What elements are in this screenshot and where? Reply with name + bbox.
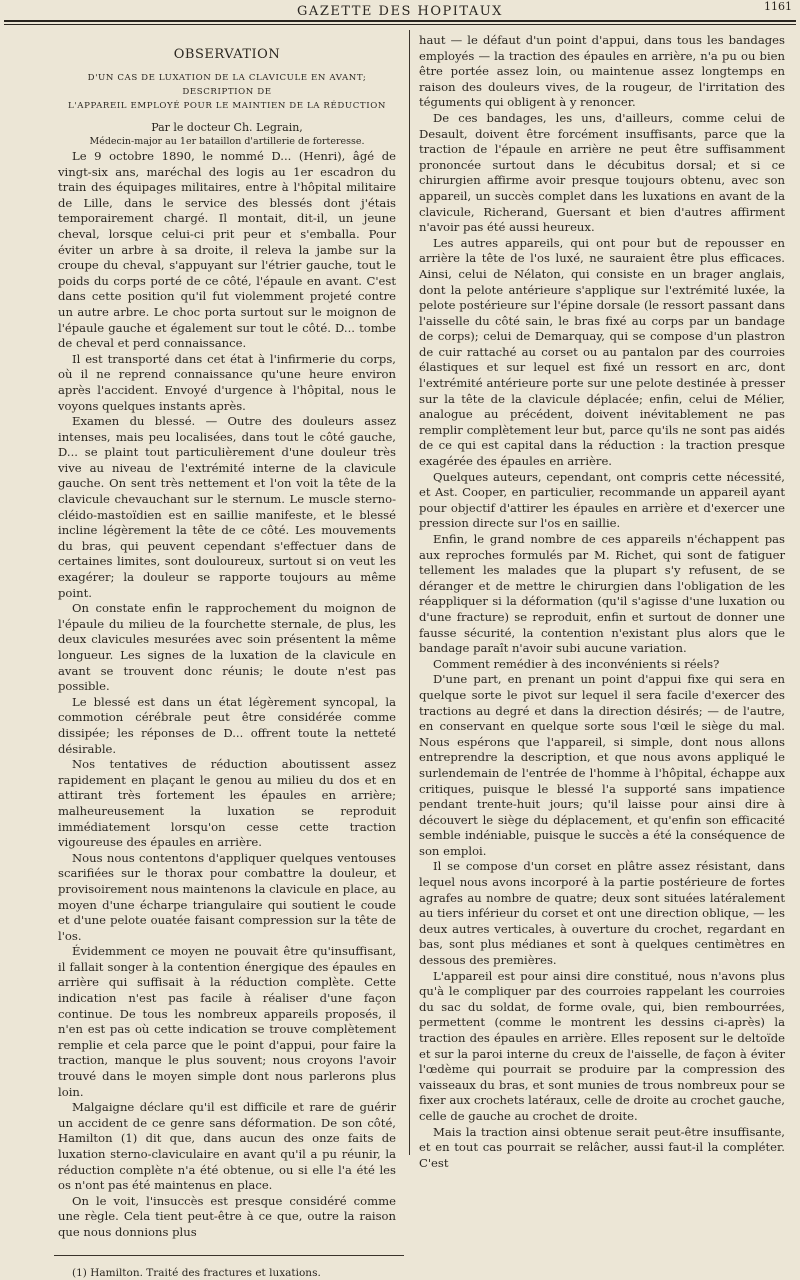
header-rule-thin xyxy=(4,24,796,25)
column-divider xyxy=(409,30,410,1155)
paragraph: Évidemment ce moyen ne pouvait être qu'insuffisant, il fallait songer à la contention énergique des épaules en arrière qui suffisait à la réduction complète. Cette indication n'est pas facile à réaliser d'une façon continue. De tous les nombreux appareils proposés, il n'en est pas où cette indication se trouve complètement remplie et cela parce que le point d'appui, pour faire la traction, manque le plus souvent; nous croyons l'avoir trouvé dans le moyen simple dont nous parlerons plus loin. xyxy=(58,944,396,1099)
subtitle-line: D'UN CAS DE LUXATION DE LA CLAVICULE EN AVANT; DESCRIPTION DE xyxy=(87,73,367,97)
paragraph: Le blessé est dans un état légèrement syncopal, la commotion cérébrale peut être considérée comme dissipée; les réponses de D... offrent toute la netteté désirable. xyxy=(58,694,396,756)
author-rank: Médecin-major au 1er bataillon d'artillerie de forteresse. xyxy=(89,136,365,147)
footnote-rule xyxy=(54,1255,404,1256)
paragraph: Mais la traction ainsi obtenue serait peut-être insuffisante, et en tout cas pourrait se relâcher, aussi faut-il la compléter. C'est xyxy=(419,1124,785,1170)
page-header xyxy=(0,0,800,18)
header-rule xyxy=(4,20,796,22)
paragraph: Malgaigne déclare qu'il est difficile et rare de guérir un accident de ce genre sans déformation. De son côté, Hamilton (1) dit que, dans aucun des onze faits de luxation sterno-claviculaire en avant qu'il a pu réunir, la réduction complète n'a été obtenue, ou si elle l'a été les os n'ont pas été maintenus en place. xyxy=(58,1100,396,1193)
left-column xyxy=(58,33,396,1280)
paragraph: Le 9 octobre 1890, le nommé D... (Henri), âgé de vingt-six ans, maréchal des logis au 1er escadron du train des équipages militaires, entre à l'hôpital militaire de Lille, dans le service des blessés dont j'étais temporairement chargé. Il montait, dit-il, un jeune cheval, lorsque celui-ci prit peur et s'emballa. Pour éviter un arbre à sa droite, il releva la jambe sur la croupe du cheval, s'appuyant sur l'étrier gauche, tout le poids du corps porté de ce côté, l'épaule en avant. C'est dans cette position qu'il fut violemment projeté contre un autre arbre. Le choc porta surtout sur le moignon de l'épaule gauche et également sur tout le côté. D... tombe de cheval et perd connaissance. xyxy=(58,149,396,351)
paragraph: Comment remédier à des inconvénients si réels? xyxy=(433,656,720,671)
author-line: Par le docteur Ch. Legrain, xyxy=(151,121,303,134)
paragraph: Enfin, le grand nombre de ces appareils n'échappent pas aux reproches formulés par M. Richet, qui sont de fatiguer tellement les malades que la plupart s'y refusent, de se déranger et de mettre le chirurgien dans l'obligation de les réappliquer si la déformation (qu'il s'agisse d'une luxation ou d'une fracture) se reproduit, enfin et surtout de donner une fausse sécurité, la contention n'existant plus alors que le bandage paraît n'avoir subi aucune variation. xyxy=(419,532,785,656)
paragraph: Nos tentatives de réduction aboutissent assez rapidement en plaçant le genou au milieu du dos et en attirant très fortement les épaules en arrière; malheureusement la luxation se reproduit immédiatement lorsqu'on cesse cette traction vigoureuse des épaules en arrière. xyxy=(58,757,396,850)
journal-title: GAZETTE DES HOPITAUX xyxy=(297,4,503,19)
paragraph: Examen du blessé. — Outre des douleurs assez intenses, mais peu localisées, dans tout le côté gauche, D... se plaint tout particulièrement d'une douleur très vive au niveau de l'extrémité interne de la clavicule gauche. On sent très nettement et l'on voit la tête de la clavicule chevauchant sur le sternum. Le muscle sterno-cléido-mastoïdien est en saillie manifeste, et le blessé incline légèrement la tête de ce côté. Les mouvements du bras, qui peuvent cependant s'effectuer dans de certaines limites, sont douloureux, surtout si on veut les exagérer; la douleur se rapporte toujours au même point. xyxy=(58,414,396,600)
paragraph: L'appareil est pour ainsi dire constitué, nous n'avons plus qu'à le compliquer par des courroies rappelant les courroies du sac du soldat, de forme ovale, qui, bien rembourrées, permettent (comme le montrent les dessins ci-après) la traction des épaules en arrière. Elles reposent sur le deltoïde et sur la paroi interne du creux de l'aisselle, de façon à éviter l'œdème qui pourrait se produire par la compression des vaisseaux du bras, et sont munies de trous nombreux pour se fixer aux crochets latéraux, celle de droite au crochet gauche, celle de gauche au crochet de droite. xyxy=(419,968,785,1123)
page-number: 1161 xyxy=(764,0,792,13)
right-column xyxy=(419,33,785,1171)
paragraph: Nous nous contentons d'appliquer quelques ventouses scarifiées sur le thorax pour combattre la douleur, et provisoirement nous maintenons la clavicule en place, au moyen d'une écharpe triangulaire qui soutient le coude et d'une pelote ouatée faisant compression sur la tête de l'os. xyxy=(58,850,396,943)
article-subtitle xyxy=(58,71,396,113)
subtitle-line: L'APPAREIL EMPLOYÉ POUR LE MAINTIEN DE LA RÉDUCTION xyxy=(68,101,386,111)
paragraph: De ces bandages, les uns, d'ailleurs, comme celui de Desault, doivent être forcément insuffisants, parce que la traction de l'épaule en arrière ne peut être suffisamment prononcée surtout dans le décubitus dorsal; et si ce chirurgien affirme avoir presque toujours obtenu, avec son appareil, un succès complet dans les luxations en avant de la clavicule, Richerand, Guersant et bien d'autres affirment n'avoir pas été aussi heureux. xyxy=(419,110,785,235)
paragraph: haut — le défaut d'un point d'appui, dans tous les bandages employés — la traction des épaules en arrière, n'a pu ou bien être portée assez loin, ou maintenue assez longtemps en raison des douleurs vives, de la rougeur, de l'irritation des téguments qui obligent à y renoncer. xyxy=(419,33,785,110)
paragraph: Il est transporté dans cet état à l'infirmerie du corps, où il ne reprend connaissance qu'une heure environ après l'accident. Envoyé d'urgence à l'hôpital, nous le voyons quelques instants après. xyxy=(58,351,396,413)
paragraph: Quelques auteurs, cependant, ont compris cette nécessité, et Ast. Cooper, en particulier, recommande un appareil ayant pour objectif d'attirer les épaules en arrière et d'exercer une pression directe sur l'os en saillie. xyxy=(419,469,785,531)
paragraph: On le voit, l'insuccès est presque considéré comme une règle. Cela tient peut-être à ce que, outre la raison que nous donnions plus xyxy=(58,1193,396,1239)
paragraph: Il se compose d'un corset en plâtre assez résistant, dans lequel nous avons incorporé à la partie postérieure de fortes agrafes au nombre de quatre; deux sont situées latéralement au tiers inférieur du corset et ont une direction oblique, — les deux autres verticales, à ouverture du crochet, regardant en bas, sont plus médianes et sont à quelques centimètres en dessous des premières. xyxy=(419,859,785,968)
paragraph: D'une part, en prenant un point d'appui fixe qui sera en quelque sorte le pivot sur lequel il sera facile d'exercer des tractions au degré et dans la direction désirés; — de l'autre, en conservant en quelque sorte sous l'œil le siège du mal. Nous espérons que l'appareil, si simple, dont nous allons entreprendre la description, et que nous avons appliqué le surlendemain de l'entrée de l'homme à l'hôpital, échappe aux critiques, puisque le blessé l'a supporté sans impatience pendant trente-huit jours; qu'il laisse pour ainsi dire à découvert le siège du déplacement, et qu'enfin son efficacité semble indéniable, puisque le succès a été la conséquence de son emploi. xyxy=(419,672,785,858)
footnote: (1) Hamilton. Traité des fractures et luxations. xyxy=(72,1266,321,1279)
paragraph: Les autres appareils, qui ont pour but de repousser en arrière la tête de l'os luxé, ne sauraient être plus efficaces. Ainsi, celui de Nélaton, qui consiste en un brager anglais, dont la pelote antérieure s'applique sur l'extrémité luxée, la pelote postérieure sur l'épine dorsale (le ressort passant dans l'aisselle du côté sain, le bras fixé au corps par un bandage de corps); celui de Demarquay, qui se compose d'un plastron de cuir rattaché au corset ou au pantalon par des courroies élastiques et sur lequel est fixé un ressort en arc, dont l'extrémité antérieure porte sur une pelote destinée à presser sur la tête de la clavicule déplacée; enfin, celui de Mélier, analogue au précédent, doivent inévitablement ne pas remplir complètement leur but, parce qu'ils ne sont pas aidés de ce qui est capital dans la réduction : la traction presque exagérée des épaules en arrière. xyxy=(419,235,785,469)
section-title: OBSERVATION xyxy=(173,47,281,62)
paragraph: On constate enfin le rapprochement du moignon de l'épaule du milieu de la fourchette sternale, de plus, les deux clavicules mesurées avec soin présentent la même longueur. Les signes de la luxation de la clavicule en avant se trouvent donc réunis; le doute n'est pas possible. xyxy=(58,601,396,694)
